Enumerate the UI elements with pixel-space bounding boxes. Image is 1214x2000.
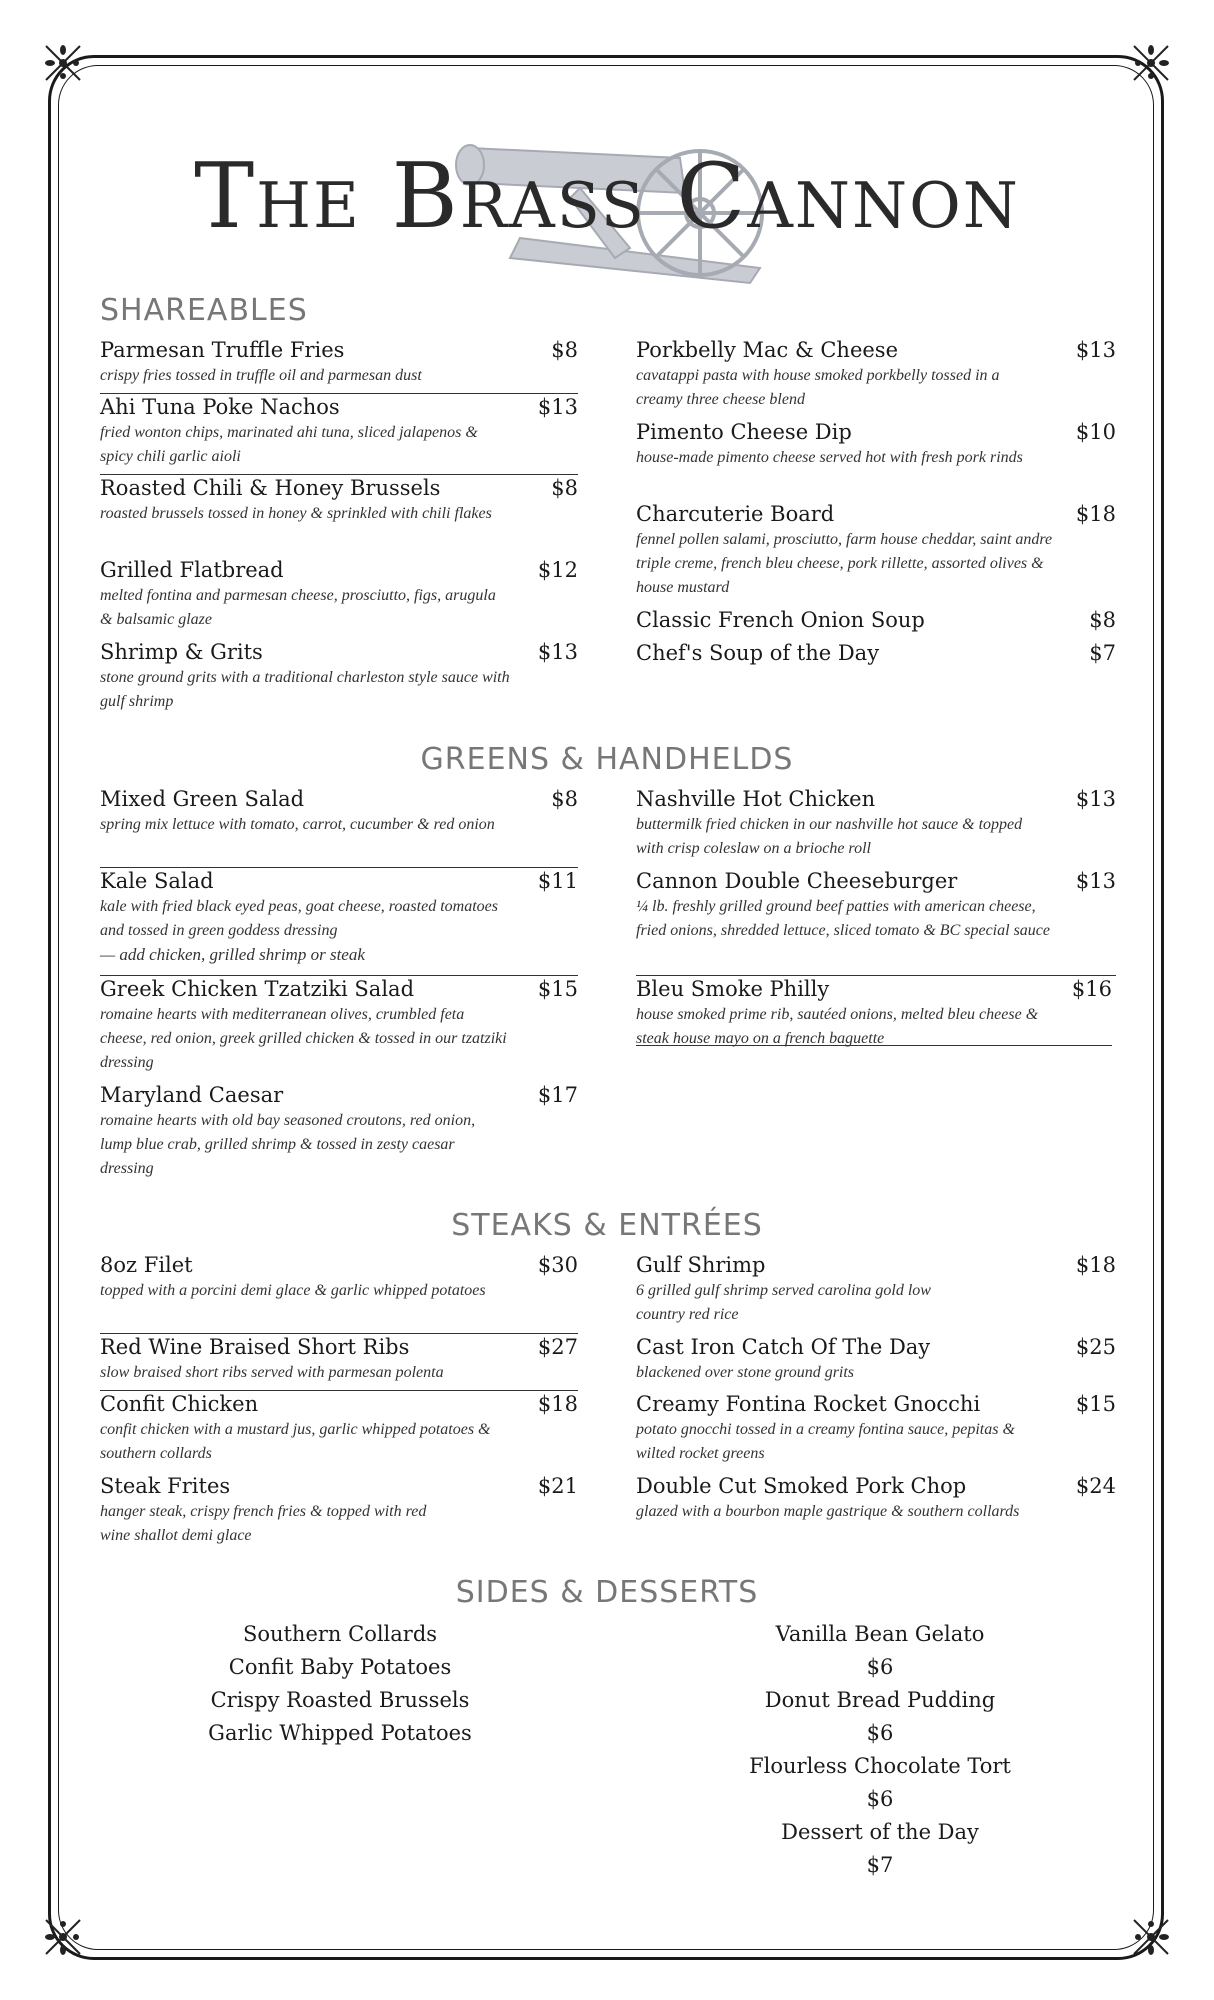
item-description: romaine hearts with mediterranean olives, crumbled feta cheese, red onion, greek grilled chicken & tossed in our tzatziki dressing <box>100 1006 507 1071</box>
item-price: $8 <box>551 476 578 500</box>
menu-item <box>636 1391 1116 1473</box>
menu-item <box>100 868 578 976</box>
item-price: $8 <box>551 787 578 811</box>
dessert-name: Dessert of the Day <box>781 1820 979 1844</box>
item-description: ¼ lb. freshly grilled ground beef patties with american cheese, fried onions, shredded lettuce, sliced tomato & BC special sauce <box>636 898 1050 939</box>
item-name: Grilled Flatbread <box>100 558 284 582</box>
item-price: $8 <box>1089 608 1116 632</box>
item-price: $13 <box>1075 338 1116 362</box>
dessert-name: Vanilla Bean Gelato <box>775 1622 985 1646</box>
shareables-right-column <box>636 337 1116 673</box>
menu-item <box>636 501 1116 607</box>
side-item: Crispy Roasted Brussels <box>210 1688 470 1712</box>
menu-item <box>100 976 578 1082</box>
item-price: $27 <box>537 1335 578 1359</box>
item-description: romaine hearts with old bay seasoned croutons, red onion, lump blue crab, grilled shrimp & tossed in zesty caesar dressing <box>100 1112 476 1177</box>
item-price: $18 <box>1075 1253 1116 1277</box>
dessert-name: Donut Bread Pudding <box>764 1688 996 1712</box>
menu-item <box>100 1252 578 1334</box>
item-description: stone ground grits with a traditional charleston style sauce with gulf shrimp <box>100 669 510 710</box>
item-price: $21 <box>537 1474 578 1498</box>
menu-item <box>636 868 1116 976</box>
floral-ornament-icon <box>38 1912 88 1962</box>
menu-item <box>100 639 578 721</box>
item-price: $24 <box>1075 1474 1116 1498</box>
item-description: topped with a porcini demi glace & garlic whipped potatoes <box>100 1282 486 1299</box>
item-price: $13 <box>1075 787 1116 811</box>
desserts-list <box>690 1618 1070 1882</box>
menu-item <box>636 337 1116 419</box>
item-price: $10 <box>1075 420 1116 444</box>
item-description: slow braised short ribs served with parmesan polenta <box>100 1364 444 1381</box>
menu-item <box>636 1252 1116 1334</box>
item-description: spring mix lettuce with tomato, carrot, cucumber & red onion <box>100 816 495 833</box>
item-description: confit chicken with a mustard jus, garlic whipped potatoes & southern collards <box>100 1421 491 1462</box>
item-description: 6 grilled gulf shrimp served carolina gold low country red rice <box>636 1282 931 1323</box>
dessert-price: $6 <box>866 1787 894 1811</box>
item-name: 8oz Filet <box>100 1253 193 1277</box>
menu-item <box>100 786 578 868</box>
item-price: $17 <box>537 1083 578 1107</box>
dessert-price: $6 <box>866 1655 894 1679</box>
item-name: Gulf Shrimp <box>636 1253 766 1277</box>
menu-item <box>636 640 1116 673</box>
section-title-shareables: SHAREABLES <box>100 293 308 328</box>
item-description: roasted brussels tossed in honey & sprinkled with chili flakes <box>100 505 492 522</box>
item-name: Greek Chicken Tzatziki Salad <box>100 977 415 1001</box>
item-name: Red Wine Braised Short Ribs <box>100 1335 410 1359</box>
menu-item <box>100 394 578 475</box>
item-description: fried wonton chips, marinated ahi tuna, sliced jalapenos & spicy chili garlic aioli <box>100 424 478 465</box>
item-name: Steak Frites <box>100 1474 231 1498</box>
sides-list <box>150 1618 530 1750</box>
item-price: $15 <box>537 977 578 1001</box>
item-price: $13 <box>1075 869 1116 893</box>
item-price: $8 <box>551 338 578 362</box>
item-description: house smoked prime rib, sautéed onions, melted bleu cheese & steak house mayo on a french baguette <box>636 1006 1039 1047</box>
side-item: Garlic Whipped Potatoes <box>208 1721 472 1745</box>
item-name: Mixed Green Salad <box>100 787 305 811</box>
side-item: Confit Baby Potatoes <box>228 1655 452 1679</box>
menu-item <box>100 475 578 557</box>
item-name: Bleu Smoke Philly <box>636 977 830 1001</box>
item-name: Ahi Tuna Poke Nachos <box>100 395 340 419</box>
item-name: Chef's Soup of the Day <box>636 641 880 665</box>
dessert-price: $6 <box>866 1721 894 1745</box>
item-description: fennel pollen salami, prosciutto, farm house cheddar, saint andre triple creme, french bleu cheese, pork rillette, assorted olives & house mustard <box>636 531 1053 596</box>
item-name: Kale Salad <box>100 869 214 893</box>
item-name: Maryland Caesar <box>100 1083 284 1107</box>
item-description: crispy fries tossed in truffle oil and parmesan dust <box>100 367 422 384</box>
item-name: Creamy Fontina Rocket Gnocchi <box>636 1392 981 1416</box>
menu-item <box>636 419 1116 501</box>
item-description: glazed with a bourbon maple gastrique & southern collards <box>636 1503 1020 1520</box>
floral-ornament-icon <box>38 38 88 88</box>
menu-item <box>100 1391 578 1473</box>
item-description: melted fontina and parmesan cheese, prosciutto, figs, arugula & balsamic glaze <box>100 587 496 628</box>
item-description: blackened over stone ground grits <box>636 1364 855 1381</box>
item-description: hanger steak, crispy french fries & topped with red wine shallot demi glace <box>100 1503 427 1544</box>
menu-item <box>636 607 1116 640</box>
item-price: $18 <box>537 1392 578 1416</box>
floral-ornament-icon <box>1126 38 1176 88</box>
item-price: $13 <box>537 640 578 664</box>
steaks-right-column <box>636 1252 1116 1555</box>
item-price: $30 <box>537 1253 578 1277</box>
item-name: Roasted Chili & Honey Brussels <box>100 476 441 500</box>
item-name: Classic French Onion Soup <box>636 608 925 632</box>
item-name: Cannon Double Cheeseburger <box>636 869 958 893</box>
item-description: house-made pimento cheese served hot with fresh pork rinds <box>636 449 1023 466</box>
menu-item <box>100 557 578 639</box>
menu-item <box>636 1334 1116 1391</box>
item-price: $16 <box>1071 977 1112 1001</box>
side-item: Southern Collards <box>242 1622 438 1646</box>
item-price: $18 <box>1075 502 1116 526</box>
item-name: Porkbelly Mac & Cheese <box>636 338 899 362</box>
item-description: buttermilk fried chicken in our nashville hot sauce & topped with crisp coleslaw on a brioche roll <box>636 816 1023 857</box>
item-price: $11 <box>537 869 578 893</box>
floral-ornament-icon <box>1126 1912 1176 1962</box>
shareables-left-column <box>100 337 578 721</box>
item-price: $13 <box>537 395 578 419</box>
menu-item <box>100 337 578 394</box>
greens-left-column <box>100 786 578 1188</box>
restaurant-name: The Brass Cannon <box>194 144 1020 249</box>
menu-item <box>636 976 1112 1046</box>
menu-item <box>636 1473 1116 1555</box>
item-name: Double Cut Smoked Pork Chop <box>636 1474 967 1498</box>
item-description: potato gnocchi tossed in a creamy fontina sauce, pepitas & wilted rocket greens <box>636 1421 1015 1462</box>
item-price: $7 <box>1089 641 1116 665</box>
section-title-sides: SIDES & DESSERTS <box>455 1575 759 1610</box>
item-name: Pimento Cheese Dip <box>636 420 852 444</box>
item-name: Charcuterie Board <box>636 502 835 526</box>
section-title-greens: GREENS & HANDHELDS <box>420 742 794 777</box>
dessert-name: Flourless Chocolate Tort <box>749 1754 1011 1778</box>
item-name: Parmesan Truffle Fries <box>100 338 345 362</box>
item-name: Confit Chicken <box>100 1392 259 1416</box>
item-price: $12 <box>537 558 578 582</box>
item-price: $15 <box>1075 1392 1116 1416</box>
section-title-steaks: STEAKS & ENTRÉES <box>451 1208 763 1243</box>
menu-item <box>100 1082 578 1188</box>
item-name: Shrimp & Grits <box>100 640 263 664</box>
item-description: kale with fried black eyed peas, goat cheese, roasted tomatoes and tossed in green goddess dressing <box>100 898 498 939</box>
item-price: $25 <box>1075 1335 1116 1359</box>
greens-right-column <box>636 786 1116 1046</box>
item-description: cavatappi pasta with house smoked porkbelly tossed in a creamy three cheese blend <box>636 367 1000 408</box>
item-addon-note: — add chicken, grilled shrimp or steak <box>100 945 365 964</box>
menu-item <box>100 1473 578 1555</box>
dessert-price: $7 <box>866 1853 894 1877</box>
item-name: Cast Iron Catch Of The Day <box>636 1335 931 1359</box>
steaks-left-column <box>100 1252 578 1555</box>
item-name: Nashville Hot Chicken <box>636 787 876 811</box>
menu-item <box>636 786 1116 868</box>
menu-item <box>100 1334 578 1391</box>
